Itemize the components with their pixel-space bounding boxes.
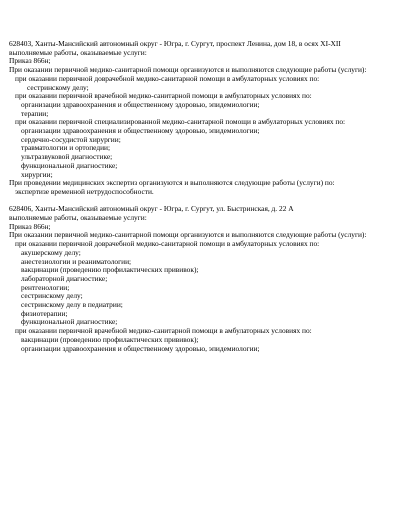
predoctor-care-intro: при оказании первичной доврачебной медико-санитарной помощи в амбулаторных условиях по: xyxy=(15,73,320,83)
service-item: ультразвуковой диагностике; xyxy=(21,152,113,162)
works-label: выполняемые работы, оказываемые услуги: xyxy=(9,47,147,57)
service-item: функциональной диагностике; xyxy=(21,317,118,327)
service-item: сестринскому делу в педиатрии; xyxy=(21,300,123,310)
service-item: функциональной диагностике; xyxy=(21,160,118,170)
address-text: 628403, Ханты-Мансийский автономный округ - Югра, г. Сургут, проспект Ленина, дом 18, в осях XI-XII xyxy=(9,39,341,48)
works-label: выполняемые работы, оказываемые услуги: xyxy=(9,213,147,223)
service-item: вакцинации (проведению профилактических прививок); xyxy=(21,265,199,275)
service-item: сердечно-сосудистой хирургии; xyxy=(21,134,121,144)
service-item: травматологии и ортопедии; xyxy=(21,143,111,153)
service-item: экспертизе временной нетрудоспособности. xyxy=(15,186,154,196)
doctor-care-intro: при оказании первичной врачебной медико-санитарной помощи в амбулаторных условиях по: xyxy=(15,91,312,101)
address-text: 628406, Ханты-Мансийский автономный округ - Югра, г. Сургут, ул. Быстринская, д. 22 А xyxy=(9,204,294,214)
service-item: физиотерапии; xyxy=(21,308,68,318)
doctor-care-intro: при оказании первичной врачебной медико-санитарной помощи в амбулаторных условиях по: xyxy=(15,326,312,336)
service-item: организации здравоохранения и общественному здоровью, эпидемиологии; xyxy=(21,126,260,136)
predoctor-care-intro: при оказании первичной доврачебной медико-санитарной помощи в амбулаторных условиях по: xyxy=(15,239,320,249)
service-item: организации здравоохранения и общественному здоровью, эпидемиологии; xyxy=(21,343,260,353)
service-item: рентгенологии; xyxy=(21,282,70,292)
service-item: терапии; xyxy=(21,108,49,118)
service-item: акушерскому делу; xyxy=(21,247,81,257)
address-block-lenina xyxy=(9,40,392,197)
primary-care-intro: При оказании первичной медико-санитарной помощи организуются и выполняются следующие работы (услуги): xyxy=(9,65,367,75)
service-item: сестринскому делу; xyxy=(27,82,89,92)
primary-care-intro: При оказании первичной медико-санитарной помощи организуются и выполняются следующие работы (услуги): xyxy=(9,230,367,240)
service-item: хирургии; xyxy=(21,169,53,179)
service-item: лабораторной диагностике; xyxy=(21,273,108,283)
order-reference: Приказ 866н; xyxy=(9,221,51,231)
service-item: организации здравоохранения и общественному здоровью, эпидемиологии; xyxy=(21,99,260,109)
order-reference: Приказ 866н; xyxy=(9,56,51,66)
service-item: вакцинации (проведению профилактических прививок); xyxy=(21,334,199,344)
service-item: анестезиологии и реаниматологии; xyxy=(21,256,132,266)
specialized-care-intro: при оказании первичной специализированной медико-санитарной помощи в амбулаторных условиях по: xyxy=(15,117,346,127)
expertise-intro: При проведении медицинских экспертиз организуются и выполняются следующие работы (услуги) по: xyxy=(9,178,335,188)
service-item: сестринскому делу; xyxy=(21,291,83,301)
address-block-bystrinskaya xyxy=(9,205,392,353)
